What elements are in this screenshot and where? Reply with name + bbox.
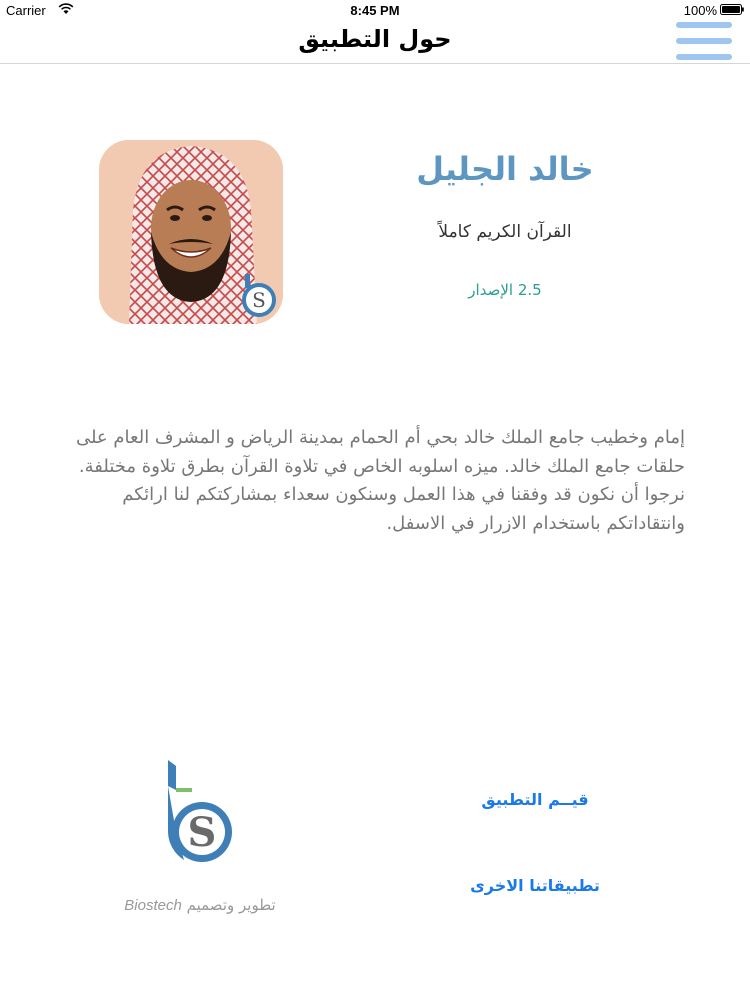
developer-credit-prefix: تطوير وتصميم [186,896,276,914]
svg-text:S: S [252,288,266,312]
biostech-logo [160,760,240,870]
page-title: حول التطبيق [298,25,452,53]
other-apps-link[interactable]: تطبيقاتنا الاخرى [470,876,600,895]
navigation-bar [0,20,750,64]
reciter-portrait-image [99,140,283,324]
hamburger-menu-icon[interactable] [676,22,732,60]
rate-app-link[interactable]: قيــم التطبيق [481,790,589,809]
developer-brand: Biostech [124,897,182,914]
status-bar [0,0,750,20]
battery-percent: 100% [683,3,717,18]
carrier-label: Carrier [6,3,46,18]
status-time: 8:45 PM [350,3,400,18]
app-name: خالد الجليل [416,150,594,188]
app-icon [99,140,283,324]
version-label: الإصدار [468,281,514,299]
app-version [380,281,630,299]
svg-text:S: S [187,809,217,856]
developer-credit [110,896,290,914]
app-description: إمام وخطيب جامع الملك خالد بحي أم الحمام بمدينة الرياض و المشرف العام على حلقات جامع الملك خالد. ميزه اسلوبه الخاص في تلاوة القرآن بطرق تلاوة مختلفة. نرجوا أن نكون قد وفقنا في هذا العمل وسنكون سعداء بمشاركتكم لنا ارائكم وانتقاداتكم باستخدام الازرار في الاسفل. [75,427,685,534]
battery-icon [720,4,744,15]
version-number: 2.5 [517,281,542,299]
app-subtitle: القرآن الكريم كاملاً [438,222,572,242]
